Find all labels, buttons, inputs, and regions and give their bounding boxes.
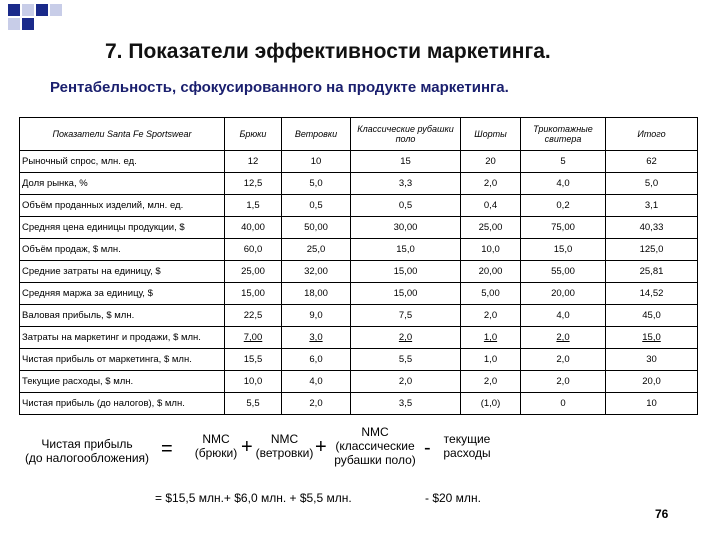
table-cell: 12,5 xyxy=(225,173,282,195)
table-cell: 40,33 xyxy=(606,217,698,239)
row-label: Текущие расходы, $ млн. xyxy=(20,371,225,393)
table-cell: 15 xyxy=(351,151,461,173)
table-row xyxy=(20,349,698,371)
formula-term-expenses: текущие расходы xyxy=(443,432,491,460)
row-label: Средняя маржа за единицу, $ xyxy=(20,283,225,305)
table-cell: 50,00 xyxy=(282,217,351,239)
table-row xyxy=(20,371,698,393)
table-row xyxy=(20,283,698,305)
table-cell: 1,0 xyxy=(461,349,521,371)
header-cell: Трикотажные свитера xyxy=(521,118,606,151)
table-cell: 20 xyxy=(461,151,521,173)
table-cell: 15,00 xyxy=(225,283,282,305)
formula-plus-2: + xyxy=(315,436,327,458)
table-cell: 4,0 xyxy=(521,305,606,327)
row-label: Затраты на маркетинг и продажи, $ млн. xyxy=(20,327,225,349)
table-cell: 2,0 xyxy=(521,371,606,393)
table-cell: 10 xyxy=(282,151,351,173)
table-cell: 2,0 xyxy=(351,371,461,393)
table-cell: 0 xyxy=(521,393,606,415)
table-cell: 25,0 xyxy=(282,239,351,261)
table-cell: 18,00 xyxy=(282,283,351,305)
page-subtitle: Рентабельность, сфокусированного на продукте маркетинга. xyxy=(50,79,509,96)
table-cell: 125,0 xyxy=(606,239,698,261)
table-cell: 7,5 xyxy=(351,305,461,327)
formula-term-polo: NMC (классические рубашки поло) xyxy=(334,425,416,467)
formula-term-trousers: NMC (брюки) xyxy=(194,432,238,460)
header-cell: Показатели Santa Fe Sportswear xyxy=(20,118,225,151)
formula-plus-1: + xyxy=(241,436,253,458)
row-label: Чистая прибыль от маркетинга, $ млн. xyxy=(20,349,225,371)
table-cell: 2,0 xyxy=(282,393,351,415)
table-cell: 2,0 xyxy=(521,327,606,349)
header-cell: Брюки xyxy=(225,118,282,151)
table-cell: 15,0 xyxy=(606,327,698,349)
table-cell: 10,0 xyxy=(225,371,282,393)
header-cell: Классические рубашки поло xyxy=(351,118,461,151)
table-cell: 5 xyxy=(521,151,606,173)
table-cell: 15,00 xyxy=(351,283,461,305)
formula-term-windbreakers: NMC (ветровки) xyxy=(255,432,314,460)
row-label: Объём проданных изделий, млн. ед. xyxy=(20,195,225,217)
table-row xyxy=(20,217,698,239)
table-cell: 75,00 xyxy=(521,217,606,239)
table-cell: 15,0 xyxy=(521,239,606,261)
table-cell: 3,3 xyxy=(351,173,461,195)
table-row xyxy=(20,393,698,415)
table-cell: 10,0 xyxy=(461,239,521,261)
table-cell: 0,5 xyxy=(351,195,461,217)
page-title: 7. Показатели эффективности маркетинга. xyxy=(105,40,551,63)
table-cell: 3,1 xyxy=(606,195,698,217)
table-row xyxy=(20,239,698,261)
table-cell: 5,0 xyxy=(282,173,351,195)
row-label: Доля рынка, % xyxy=(20,173,225,195)
table-cell: 1,5 xyxy=(225,195,282,217)
table-cell: 2,0 xyxy=(461,173,521,195)
table-cell: 7,00 xyxy=(225,327,282,349)
row-label: Объём продаж, $ млн. xyxy=(20,239,225,261)
table-cell: 60,0 xyxy=(225,239,282,261)
table-cell: 2,0 xyxy=(461,305,521,327)
table-cell: 30 xyxy=(606,349,698,371)
table-cell: 0,2 xyxy=(521,195,606,217)
formula-minus: - xyxy=(424,437,431,459)
table-header-row xyxy=(20,118,698,151)
page-number: 76 xyxy=(655,507,669,521)
table-cell: 2,0 xyxy=(521,349,606,371)
table-cell: 25,00 xyxy=(461,217,521,239)
table-cell: 12 xyxy=(225,151,282,173)
decorative-squares xyxy=(0,0,80,40)
table-cell: 4,0 xyxy=(521,173,606,195)
table-row xyxy=(20,173,698,195)
table-row xyxy=(20,195,698,217)
table-cell: 22,5 xyxy=(225,305,282,327)
table-cell: 25,81 xyxy=(606,261,698,283)
formula-equals: = xyxy=(161,438,173,460)
table-cell: 20,0 xyxy=(606,371,698,393)
table-cell: 3,0 xyxy=(282,327,351,349)
table-cell: 55,00 xyxy=(521,261,606,283)
formula-left-label: Чистая прибыль (до налогообложения) xyxy=(24,437,150,465)
table-cell: 9,0 xyxy=(282,305,351,327)
table-row xyxy=(20,261,698,283)
table-cell: 0,4 xyxy=(461,195,521,217)
formula-result: = $15,5 млн.+ $6,0 млн. + $5,5 млн. xyxy=(155,491,352,505)
table-cell: 2,0 xyxy=(461,371,521,393)
table-cell: 15,5 xyxy=(225,349,282,371)
row-label: Валовая прибыль, $ млн. xyxy=(20,305,225,327)
table-cell: 5,00 xyxy=(461,283,521,305)
row-label: Чистая прибыль (до налогов), $ млн. xyxy=(20,393,225,415)
table-cell: 5,5 xyxy=(351,349,461,371)
table-cell: 15,0 xyxy=(351,239,461,261)
table-cell: 4,0 xyxy=(282,371,351,393)
table-cell: 10 xyxy=(606,393,698,415)
table-cell: 25,00 xyxy=(225,261,282,283)
table-cell: 6,0 xyxy=(282,349,351,371)
header-cell: Ветровки xyxy=(282,118,351,151)
table-cell: 5,5 xyxy=(225,393,282,415)
table-cell: 45,0 xyxy=(606,305,698,327)
table-cell: 20,00 xyxy=(461,261,521,283)
table-row xyxy=(20,305,698,327)
row-label: Средняя цена единицы продукции, $ xyxy=(20,217,225,239)
table-cell: 0,5 xyxy=(282,195,351,217)
table-cell: 5,0 xyxy=(606,173,698,195)
table-row xyxy=(20,327,698,349)
table-cell: 62 xyxy=(606,151,698,173)
table-cell: 30,00 xyxy=(351,217,461,239)
table-cell: 15,00 xyxy=(351,261,461,283)
table-cell: 32,00 xyxy=(282,261,351,283)
marketing-metrics-table xyxy=(19,117,698,415)
row-label: Рыночный спрос, млн. ед. xyxy=(20,151,225,173)
table-cell: 40,00 xyxy=(225,217,282,239)
table-cell: 3,5 xyxy=(351,393,461,415)
table-cell: 1,0 xyxy=(461,327,521,349)
header-cell: Итого xyxy=(606,118,698,151)
formula-result-minus: - $20 млн. xyxy=(425,491,481,505)
table-cell: 14,52 xyxy=(606,283,698,305)
table-row xyxy=(20,151,698,173)
table-cell: 20,00 xyxy=(521,283,606,305)
table-cell: 2,0 xyxy=(351,327,461,349)
header-cell: Шорты xyxy=(461,118,521,151)
row-label: Средние затраты на единицу, $ xyxy=(20,261,225,283)
table-cell: (1,0) xyxy=(461,393,521,415)
